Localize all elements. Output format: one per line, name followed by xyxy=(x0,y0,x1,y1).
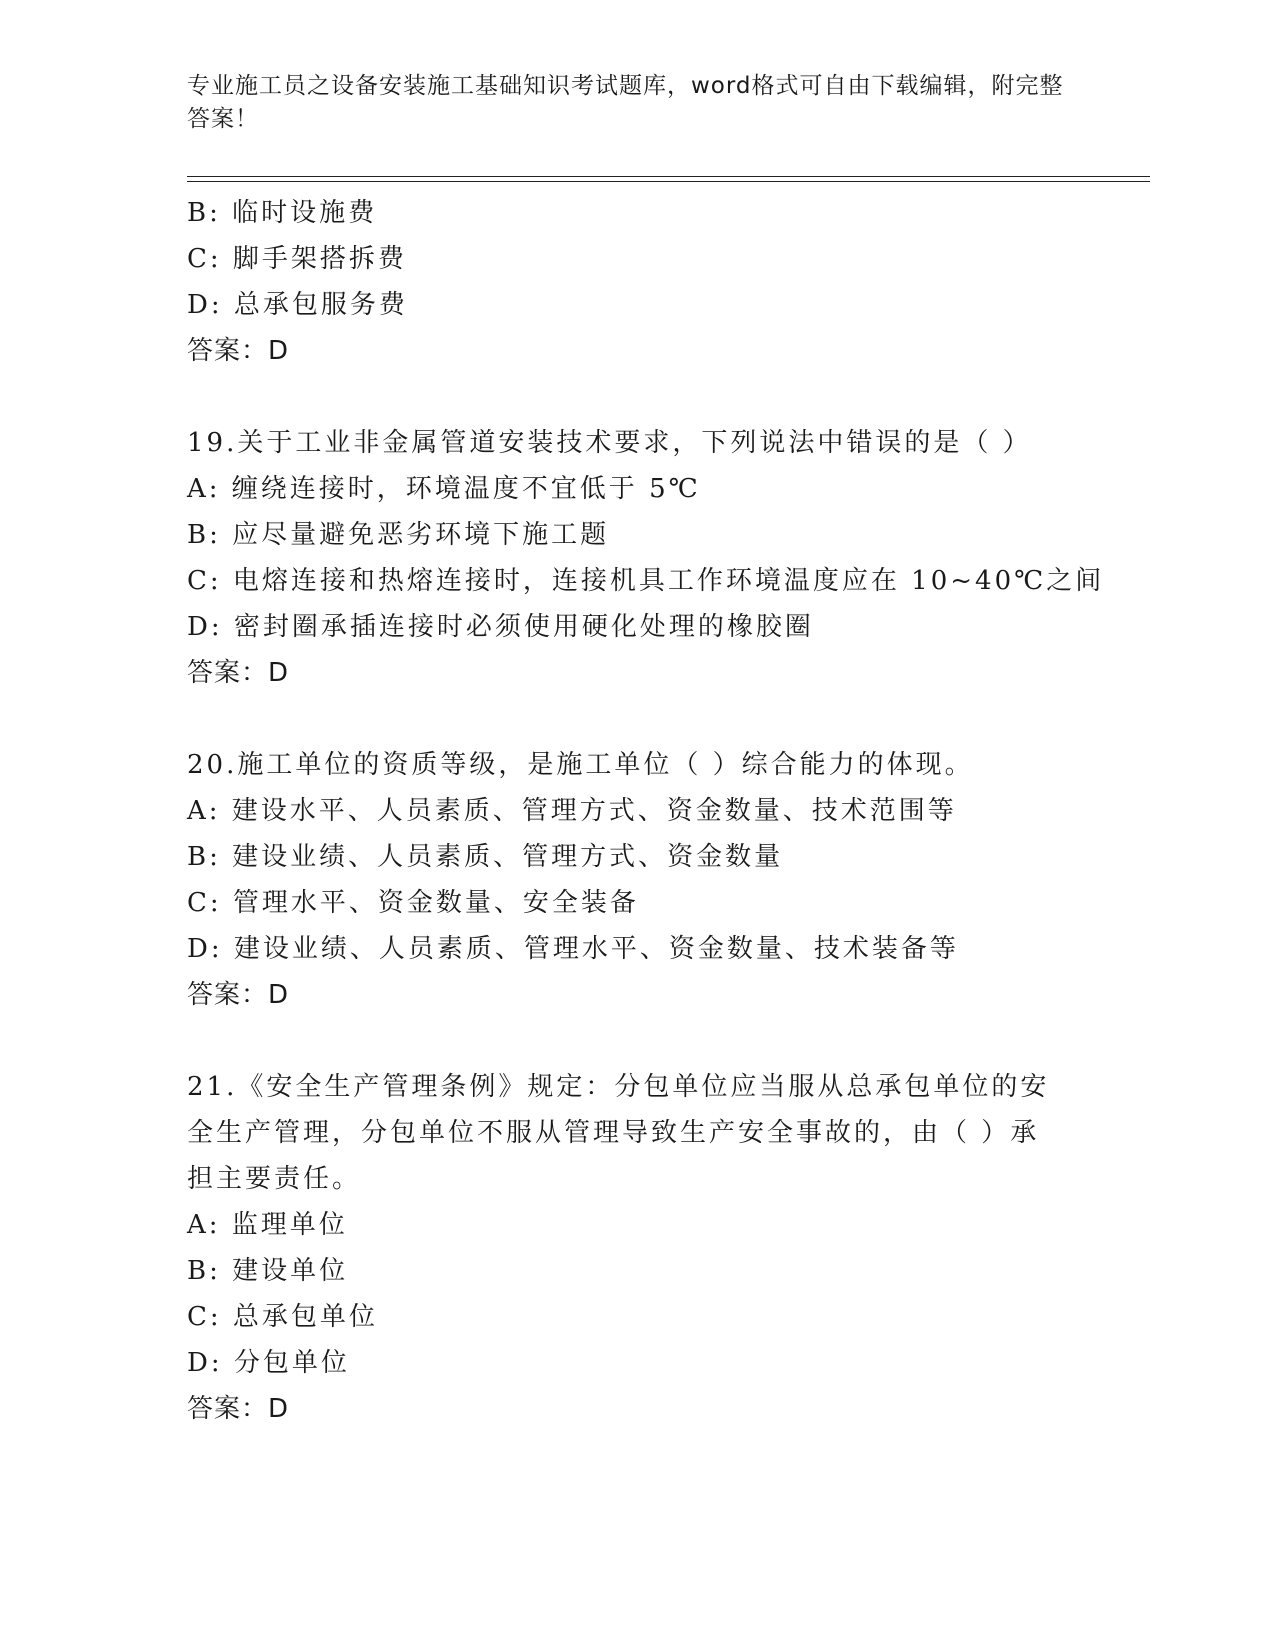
question-19 xyxy=(187,420,1105,696)
option-b: B: 建设单位 xyxy=(187,1256,349,1286)
question-20 xyxy=(187,742,1067,1018)
option-c: C: 管理水平、资金数量、安全装备 xyxy=(187,888,639,918)
answer-line: 答案：D xyxy=(187,658,290,688)
answer-line: 答案：D xyxy=(187,1394,290,1424)
option-d: D: 总承包服务费 xyxy=(187,290,408,320)
spacer xyxy=(187,374,1067,420)
spacer xyxy=(187,1018,1067,1064)
question-stem: 20.施工单位的资质等级，是施工单位（ ）综合能力的体现。 xyxy=(187,750,974,780)
option-c: C: 总承包单位 xyxy=(187,1302,378,1332)
answer-line: 答案：D xyxy=(187,336,290,366)
option-d: D: 建设业绩、人员素质、管理水平、资金数量、技术装备等 xyxy=(187,934,959,964)
option-b: B: 临时设施费 xyxy=(187,198,378,228)
document-header: 专业施工员之设备安装施工基础知识考试题库，word格式可自由下载编辑，附完整答案！ xyxy=(187,73,1064,132)
option-c: C: 脚手架搭拆费 xyxy=(187,244,407,274)
header-divider-bottom xyxy=(187,181,1150,182)
header-divider-top xyxy=(187,176,1150,177)
option-a: A: 缠绕连接时，环境温度不宜低于 5℃ xyxy=(187,474,701,504)
option-c: C: 电熔连接和热熔连接时，连接机具工作环境温度应在 10~40℃之间 xyxy=(187,566,1105,596)
question-21 xyxy=(187,1064,1067,1432)
option-d: D: 密封圈承插连接时必须使用硬化处理的橡胶圈 xyxy=(187,612,814,642)
option-d: D: 分包单位 xyxy=(187,1348,350,1378)
option-a: A: 监理单位 xyxy=(187,1210,348,1240)
option-a: A: 建设水平、人员素质、管理方式、资金数量、技术范围等 xyxy=(187,796,957,826)
question-stem: 21.《安全生产管理条例》规定：分包单位应当服从总承包单位的安全生产管理，分包单位不服从管理导致生产安全事故的，由（ ）承担主要责任。 xyxy=(187,1072,1050,1194)
question-list xyxy=(187,190,1105,1432)
spacer xyxy=(187,696,1067,742)
option-b: B: 应尽量避免恶劣环境下施工题 xyxy=(187,520,610,550)
previous-question-tail xyxy=(187,190,1067,374)
option-b: B: 建设业绩、人员素质、管理方式、资金数量 xyxy=(187,842,784,872)
question-stem: 19.关于工业非金属管道安装技术要求，下列说法中错误的是（ ） xyxy=(187,428,1032,458)
answer-line: 答案：D xyxy=(187,980,290,1010)
